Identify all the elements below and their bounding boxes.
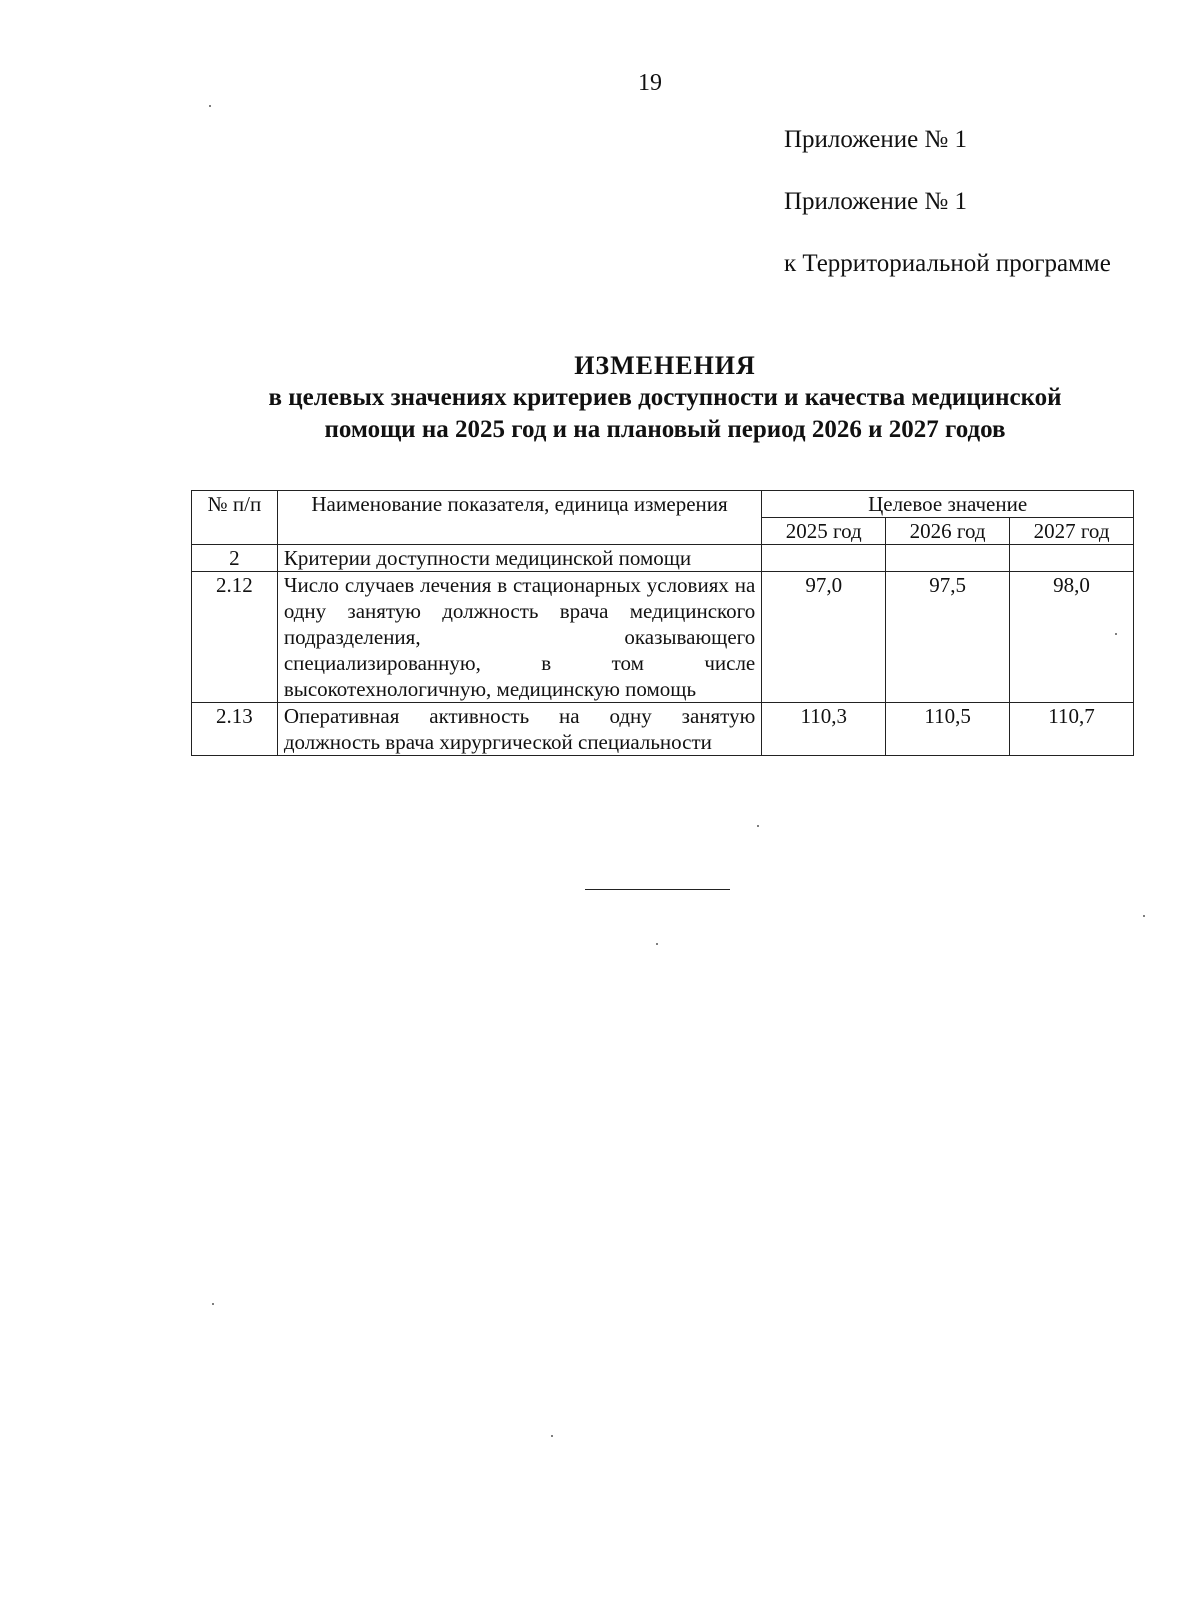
row-value-2027: 98,0 (1010, 572, 1134, 703)
header-year-2026: 2026 год (886, 518, 1010, 545)
row-value-2026: 110,5 (886, 703, 1010, 756)
scan-speck (656, 943, 658, 945)
title-main: ИЗМЕНЕНИЯ (574, 351, 756, 380)
row-name: Число случаев лечения в стационарных условиях на одну занятую должность врача медицинского подразделения, оказывающего специализированную, в том числе высокотехнологичную, медицинскую помощь (277, 572, 761, 703)
scan-speck (757, 825, 759, 827)
title-line-1: в целевых значениях критериев доступности и качества медицинской (268, 384, 1062, 411)
header-target-value: Целевое значение (762, 491, 1134, 518)
scan-speck (212, 1303, 214, 1305)
header-year-2025: 2025 год (762, 518, 886, 545)
row-num: 2.12 (192, 572, 278, 703)
row-num: 2 (192, 545, 278, 572)
scan-speck (551, 1435, 553, 1437)
appendix-label: Приложение № 1 (784, 126, 968, 153)
table-row (192, 572, 1134, 703)
row-num: 2.13 (192, 703, 278, 756)
indicators-table (191, 490, 1134, 756)
appendix-program-reference: к Территориальной программе (784, 250, 1111, 277)
title-line-2: помощи на 2025 год и на плановый период 2026 и 2027 годов (324, 416, 1006, 443)
document-title (190, 350, 1140, 446)
row-value-2025: 97,0 (762, 572, 886, 703)
row-value-2026: 97,5 (886, 572, 1010, 703)
table-header-row (192, 491, 1134, 518)
header-year-2027: 2027 год (1010, 518, 1134, 545)
row-value-2027 (1010, 545, 1134, 572)
row-value-2025: 110,3 (762, 703, 886, 756)
row-name: Оперативная активность на одну занятую должность врача хирургической специальности (277, 703, 761, 756)
table-row (192, 703, 1134, 756)
scan-speck (1143, 915, 1145, 917)
page-number: 19 (638, 70, 662, 96)
end-of-document-rule (585, 889, 730, 890)
header-name: Наименование показателя, единица измерения (277, 491, 761, 545)
row-value-2025 (762, 545, 886, 572)
table-row (192, 545, 1134, 572)
appendix-label-repeat: Приложение № 1 (784, 188, 968, 215)
row-value-2026 (886, 545, 1010, 572)
header-num: № п/п (192, 491, 278, 545)
row-name: Критерии доступности медицинской помощи (277, 545, 761, 572)
row-value-2027: 110,7 (1010, 703, 1134, 756)
scan-speck (1115, 633, 1117, 635)
scan-speck (209, 105, 211, 107)
